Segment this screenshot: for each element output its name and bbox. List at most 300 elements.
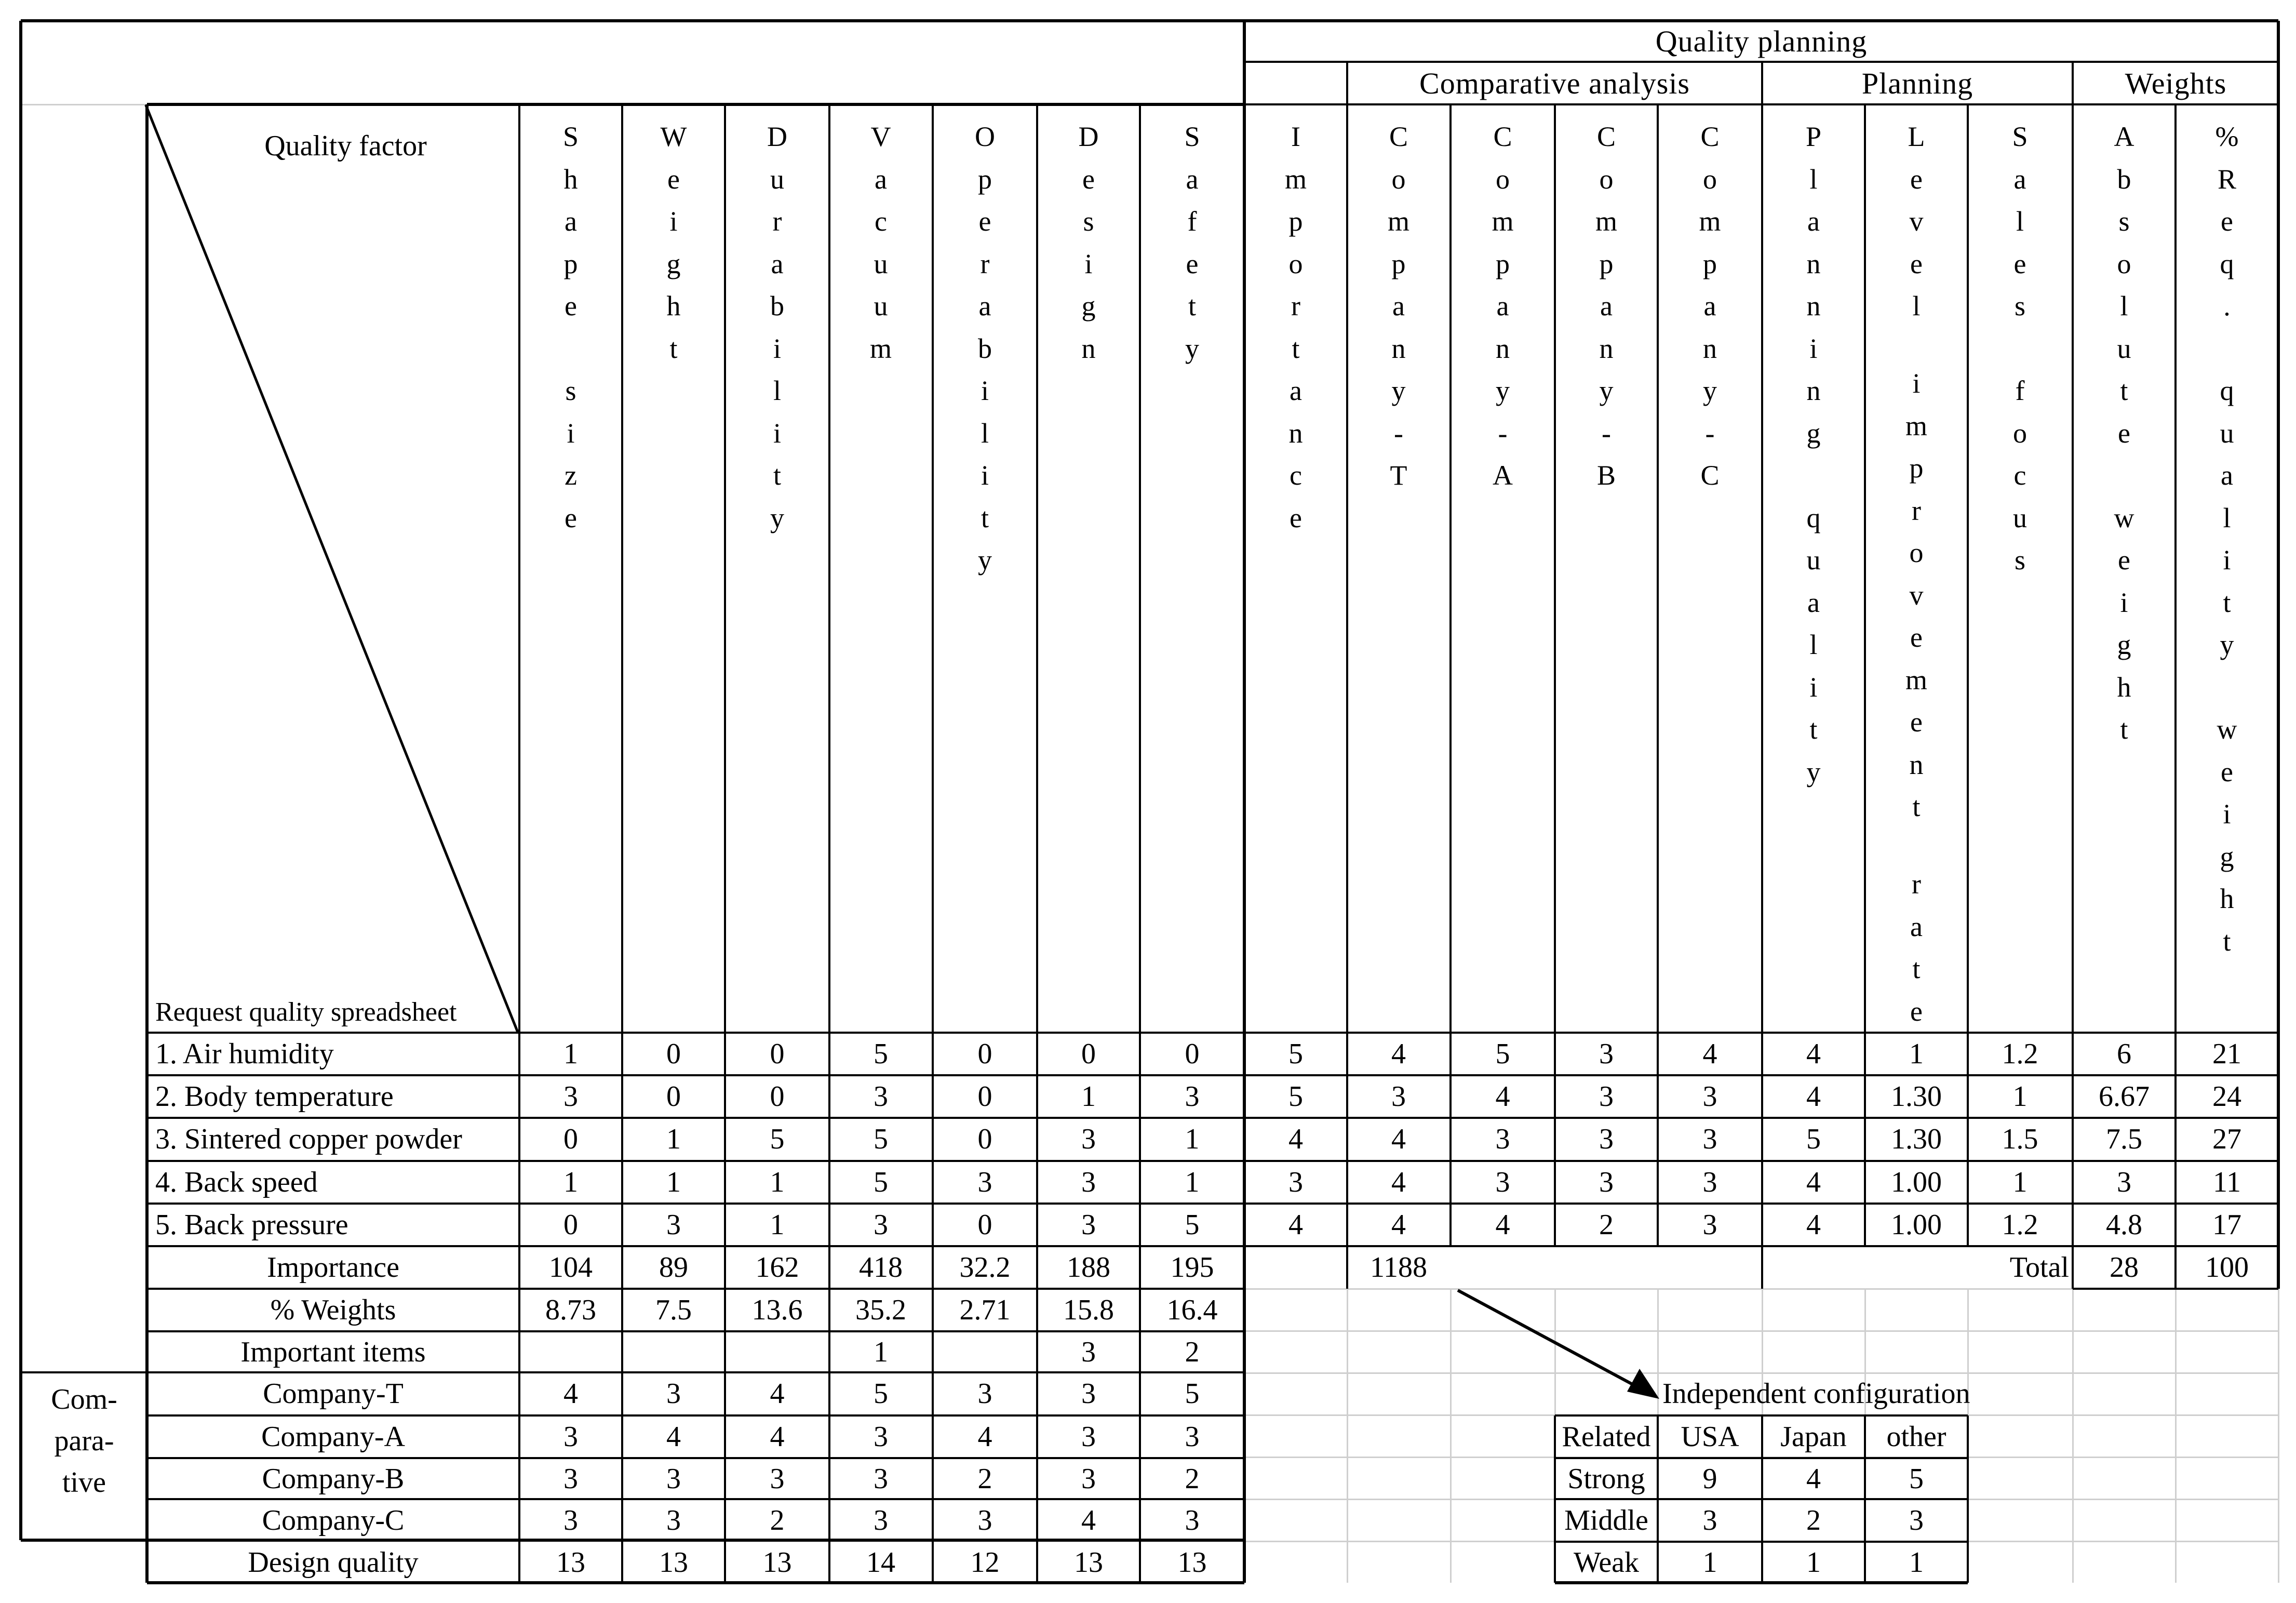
column-header-letter: e — [1186, 248, 1199, 279]
column-header-letter: p — [1909, 452, 1924, 484]
column-header-letter: i — [669, 206, 678, 237]
column-header-letter: w — [2114, 502, 2134, 533]
independent-value: 1 — [1909, 1546, 1924, 1579]
column-header-letter: v — [1909, 206, 1924, 237]
column-header-letter: t — [2223, 925, 2231, 957]
summary-value: 13 — [762, 1546, 792, 1579]
summary-row-label: Company-B — [262, 1462, 405, 1495]
column-header-letter: y — [1599, 375, 1614, 406]
column-header-letter: e — [978, 206, 991, 237]
column-header-letter: a — [565, 206, 577, 237]
column-header-letter: t — [981, 502, 989, 533]
quality-planning-header: Quality planning — [1655, 24, 1868, 58]
request-value: 7.5 — [2106, 1123, 2142, 1155]
summary-value: 16.4 — [1166, 1294, 1218, 1326]
independent-header: Japan — [1780, 1421, 1847, 1453]
summary-value: 4 — [666, 1421, 681, 1453]
column-header-letter: m — [1387, 206, 1409, 237]
request-value: 3 — [1185, 1080, 1200, 1113]
column-header-letter: s — [565, 375, 576, 406]
request-value: 6.67 — [2099, 1080, 2150, 1113]
column-header-letter: a — [1600, 290, 1613, 322]
request-value: 0 — [666, 1080, 681, 1113]
column-header-letter: u — [2117, 332, 2131, 364]
request-value: 24 — [2212, 1080, 2241, 1113]
column-header-letter: p — [1599, 248, 1614, 279]
column-header-letter: f — [1187, 206, 1197, 237]
column-header-letter: p — [1391, 248, 1406, 279]
request-value: 3 — [874, 1080, 888, 1113]
request-value: 0 — [977, 1209, 992, 1241]
request-value: 3 — [1391, 1080, 1406, 1113]
request-value: 0 — [1081, 1038, 1096, 1070]
request-value: 4.8 — [2106, 1209, 2142, 1241]
column-header-letter: e — [2118, 417, 2130, 449]
request-value: 1 — [770, 1166, 785, 1198]
column-header-letter: a — [1703, 290, 1716, 322]
request-row-label: 3. Sintered copper powder — [155, 1123, 462, 1155]
request-value: 3 — [1081, 1123, 1096, 1155]
column-header-letter: s — [2014, 544, 2025, 576]
summary-value: 1 — [874, 1335, 888, 1368]
summary-row-label: Company-A — [261, 1421, 405, 1453]
column-header-letter: g — [1081, 290, 1096, 322]
request-value: 4 — [1495, 1080, 1510, 1113]
column-header-letter: o — [1288, 248, 1303, 279]
column-header-letter: O — [975, 121, 995, 152]
request-value: 1 — [2012, 1080, 2028, 1113]
request-value: 4 — [1391, 1123, 1406, 1155]
total-label: Total — [2009, 1251, 2069, 1284]
column-header-letter: e — [1082, 163, 1095, 195]
column-header-letter: R — [2217, 163, 2237, 195]
request-value: 3 — [1702, 1080, 1717, 1113]
summary-value: 7.5 — [655, 1294, 692, 1326]
column-header-letter: m — [1905, 410, 1927, 442]
column-header-letter: u — [1806, 544, 1821, 576]
column-header-letter: o — [1391, 163, 1406, 195]
independent-header: USA — [1681, 1421, 1739, 1453]
column-header-letter: n — [1599, 332, 1614, 364]
column-header-letter: p — [1703, 248, 1717, 279]
column-header-letter: e — [667, 163, 680, 195]
column-header-letter: y — [770, 502, 784, 533]
request-value: 4 — [1806, 1038, 1821, 1070]
planning-header: Planning — [1861, 66, 1973, 100]
column-header-letter: p — [563, 248, 578, 279]
summary-value: 3 — [666, 1378, 681, 1410]
column-header-letter: - — [1602, 417, 1611, 449]
column-header-letter: y — [1496, 375, 1510, 406]
column-header-letter: n — [1703, 332, 1717, 364]
summary-value: 3 — [874, 1462, 888, 1495]
summary-value: 3 — [874, 1504, 888, 1537]
request-value: 5 — [1288, 1080, 1303, 1113]
request-value: 1.30 — [1891, 1080, 1942, 1113]
request-value: 4 — [1288, 1209, 1303, 1241]
column-header-letter: q — [1806, 502, 1821, 533]
request-value: 1 — [563, 1166, 578, 1198]
column-header-letter: i — [981, 375, 989, 406]
request-value: 4 — [1391, 1038, 1406, 1070]
request-value: 3 — [666, 1209, 681, 1241]
column-header-letter: p — [1496, 248, 1510, 279]
request-value: 3 — [2117, 1166, 2131, 1198]
column-header-letter: a — [978, 290, 991, 322]
column-header-letter: W — [660, 121, 687, 152]
summary-value: 3 — [1081, 1378, 1096, 1410]
summary-value: 5 — [1185, 1378, 1200, 1410]
independent-value: 1 — [1702, 1546, 1717, 1579]
column-header-letter: a — [1186, 163, 1199, 195]
column-header-letter: m — [1284, 163, 1307, 195]
side-label-part: para- — [54, 1425, 114, 1457]
req-weight-total: 100 — [2205, 1251, 2249, 1284]
column-header-letter: a — [1496, 290, 1509, 322]
independent-value: 4 — [1806, 1462, 1821, 1495]
request-row-label: 5. Back pressure — [155, 1209, 348, 1241]
summary-value: 4 — [770, 1378, 785, 1410]
column-header-letter: % — [2215, 121, 2239, 152]
request-value: 1 — [563, 1038, 578, 1070]
request-value: 1 — [2012, 1166, 2028, 1198]
column-header-letter: i — [981, 460, 989, 491]
column-header-letter: i — [2223, 544, 2231, 576]
summary-value: 14 — [866, 1546, 895, 1579]
column-header-letter: i — [567, 417, 575, 449]
column-header-letter: t — [1809, 714, 1818, 745]
column-header-letter: f — [2015, 375, 2025, 406]
request-value: 0 — [977, 1038, 992, 1070]
request-value: 1 — [1185, 1166, 1200, 1198]
column-header-letter: c — [1290, 460, 1302, 491]
column-header-letter: t — [669, 332, 678, 364]
importance-sum: 1188 — [1370, 1251, 1427, 1284]
column-header-letter: t — [1912, 953, 1921, 984]
request-value: 1 — [1909, 1038, 1924, 1070]
independent-header: Related — [1562, 1421, 1651, 1453]
column-header-letter: m — [1595, 206, 1617, 237]
summary-value: 3 — [1081, 1462, 1096, 1495]
column-header-letter: a — [2013, 163, 2026, 195]
summary-value: 188 — [1067, 1251, 1110, 1284]
request-row-label: 1. Air humidity — [155, 1038, 334, 1070]
column-header-letter: h — [563, 163, 578, 195]
column-header-letter: q — [2220, 248, 2234, 279]
arrow-shaft — [1458, 1290, 1635, 1386]
column-header-letter: P — [1805, 121, 1822, 152]
column-header-letter: o — [2013, 417, 2027, 449]
column-header-letter: y — [1185, 332, 1199, 364]
column-header-letter: u — [2013, 502, 2027, 533]
summary-value: 35.2 — [855, 1294, 906, 1326]
summary-value: 418 — [859, 1251, 903, 1284]
request-value: 4 — [1806, 1209, 1821, 1241]
column-header-letter: r — [980, 248, 990, 279]
column-header-letter: l — [981, 417, 989, 449]
column-header-letter: u — [770, 163, 784, 195]
column-header-letter: u — [874, 290, 888, 322]
column-header-letter: q — [2220, 375, 2234, 406]
independent-value: 3 — [1909, 1504, 1924, 1537]
column-header-letter: n — [1806, 290, 1821, 322]
column-header-letter: l — [2120, 290, 2128, 322]
column-header-letter: m — [1492, 206, 1514, 237]
column-header-letter: e — [1290, 502, 1302, 533]
request-value: 4 — [1391, 1166, 1406, 1198]
summary-value: 13 — [556, 1546, 585, 1579]
independent-value: 2 — [1806, 1504, 1821, 1537]
column-header-letter: i — [1809, 671, 1818, 703]
column-header-letter: - — [1705, 417, 1715, 449]
column-header-letter: b — [770, 290, 784, 322]
column-header-letter: l — [1809, 629, 1818, 660]
request-value: 3 — [1495, 1166, 1510, 1198]
request-quality-label: Request quality spreadsheet — [155, 997, 457, 1027]
request-value: 5 — [770, 1123, 785, 1155]
summary-value: 13.6 — [751, 1294, 803, 1326]
column-header-letter: m — [1699, 206, 1721, 237]
column-header-letter: h — [2117, 671, 2131, 703]
request-value: 21 — [2212, 1038, 2241, 1070]
summary-row-label: % Weights — [270, 1294, 396, 1326]
column-header-letter: i — [2223, 798, 2231, 830]
independent-value: 1 — [1806, 1546, 1821, 1579]
comparative-analysis-header: Comparative analysis — [1419, 66, 1690, 100]
column-header-letter: . — [2223, 290, 2231, 322]
column-header-letter: e — [1910, 163, 1923, 195]
column-header-letter: g — [1806, 417, 1821, 449]
request-value: 3 — [1599, 1123, 1614, 1155]
column-header-letter: t — [2120, 375, 2128, 406]
summary-value: 3 — [563, 1421, 578, 1453]
request-value: 1 — [666, 1166, 681, 1198]
request-value: 1 — [770, 1209, 785, 1241]
summary-value: 13 — [659, 1546, 688, 1579]
request-value: 4 — [1806, 1080, 1821, 1113]
summary-value: 2.71 — [959, 1294, 1011, 1326]
column-header-letter: e — [1910, 706, 1923, 738]
independent-value: Strong — [1567, 1462, 1645, 1495]
request-value: 2 — [1599, 1209, 1614, 1241]
request-value: 1.2 — [2002, 1209, 2038, 1241]
column-header-letter: a — [1290, 375, 1302, 406]
column-header-letter: V — [870, 121, 891, 152]
summary-value: 3 — [874, 1421, 888, 1453]
column-header-letter: i — [773, 417, 781, 449]
request-row-label: 4. Back speed — [155, 1166, 318, 1198]
request-value: 3 — [1288, 1166, 1303, 1198]
column-header-letter: l — [2223, 502, 2231, 533]
arrow-head — [1627, 1369, 1659, 1399]
column-header-letter: S — [562, 121, 579, 152]
column-header-letter: i — [1084, 248, 1093, 279]
summary-value: 3 — [563, 1504, 578, 1537]
column-header-letter: l — [1809, 163, 1818, 195]
request-value: 5 — [1495, 1038, 1510, 1070]
column-header-letter: t — [1912, 791, 1921, 822]
independent-value: Middle — [1564, 1504, 1648, 1537]
column-header-letter: p — [1288, 206, 1303, 237]
request-value: 1.30 — [1891, 1123, 1942, 1155]
column-header-letter: g — [2220, 840, 2234, 872]
summary-value: 3 — [1185, 1421, 1200, 1453]
summary-value: 3 — [770, 1462, 785, 1495]
column-header-letter: s — [2014, 290, 2025, 322]
column-header-letter: C — [1700, 460, 1720, 491]
summary-value: 8.73 — [545, 1294, 596, 1326]
column-header-letter: - — [1498, 417, 1508, 449]
summary-value: 12 — [970, 1546, 1000, 1579]
column-header-letter: e — [2118, 544, 2130, 576]
summary-value: 2 — [977, 1462, 992, 1495]
column-header-letter: a — [771, 248, 784, 279]
request-value: 1.2 — [2002, 1038, 2038, 1070]
summary-value: 4 — [1081, 1504, 1096, 1537]
summary-value: 3 — [977, 1504, 992, 1537]
column-header-letter: t — [1188, 290, 1196, 322]
column-header-letter: a — [1807, 586, 1820, 618]
column-header-letter: a — [1392, 290, 1405, 322]
column-header-letter: s — [2118, 206, 2130, 237]
column-header-letter: t — [773, 460, 781, 491]
column-header-letter: y — [1391, 375, 1406, 406]
column-header-letter: y — [1703, 375, 1717, 406]
column-header-letter: p — [978, 163, 992, 195]
summary-value: 15.8 — [1063, 1294, 1114, 1326]
column-header-letter: n — [1806, 248, 1821, 279]
summary-row-label: Company-T — [263, 1378, 404, 1410]
request-value: 5 — [1806, 1123, 1821, 1155]
column-header-letter: v — [1909, 579, 1924, 611]
summary-value: 3 — [1185, 1504, 1200, 1537]
column-header-letter: e — [2221, 206, 2233, 237]
request-value: 3 — [563, 1080, 578, 1113]
summary-value: 3 — [563, 1462, 578, 1495]
column-header-letter: h — [666, 290, 681, 322]
column-header-letter: a — [875, 163, 887, 195]
column-header-letter: B — [1596, 460, 1616, 491]
request-value: 3 — [1599, 1080, 1614, 1113]
column-header-letter: u — [874, 248, 888, 279]
request-value: 0 — [563, 1209, 578, 1241]
weights-header: Weights — [2125, 66, 2227, 100]
column-header-letter: C — [1389, 121, 1408, 152]
request-value: 4 — [1702, 1038, 1717, 1070]
column-header-letter: C — [1596, 121, 1616, 152]
summary-value: 13 — [1074, 1546, 1103, 1579]
column-header-letter: t — [2223, 586, 2231, 618]
column-header-letter: e — [1910, 995, 1923, 1027]
summary-value: 13 — [1177, 1546, 1207, 1579]
column-header-letter: n — [1806, 375, 1821, 406]
request-value: 0 — [770, 1038, 785, 1070]
summary-value: 2 — [1185, 1335, 1200, 1368]
column-header-letter: e — [565, 502, 577, 533]
summary-row-label: Design quality — [248, 1546, 419, 1579]
column-header-letter: e — [2013, 248, 2026, 279]
column-header-letter: A — [2114, 121, 2134, 152]
request-value: 0 — [1185, 1038, 1200, 1070]
request-value: 1 — [1185, 1123, 1200, 1155]
summary-value: 2 — [1185, 1462, 1200, 1495]
request-value: 5 — [1288, 1038, 1303, 1070]
column-header-letter: n — [1496, 332, 1510, 364]
column-header-letter: r — [1912, 869, 1921, 900]
summary-value: 32.2 — [959, 1251, 1011, 1284]
request-value: 0 — [977, 1123, 992, 1155]
request-value: 4 — [1495, 1209, 1510, 1241]
column-header-letter: L — [1908, 121, 1925, 152]
column-header-letter: l — [2016, 206, 2024, 237]
column-header-letter: r — [1291, 290, 1300, 322]
summary-value: 4 — [563, 1378, 578, 1410]
independent-value: 9 — [1702, 1462, 1717, 1495]
column-header-letter: z — [565, 460, 577, 491]
request-value: 1.5 — [2002, 1123, 2038, 1155]
request-value: 1.00 — [1891, 1166, 1942, 1198]
column-header-letter: t — [2120, 714, 2128, 745]
column-header-letter: n — [1288, 417, 1303, 449]
request-value: 17 — [2212, 1209, 2241, 1241]
request-value: 3 — [1599, 1166, 1614, 1198]
quality-factor-label: Quality factor — [264, 129, 427, 162]
column-header-letter: c — [875, 206, 887, 237]
column-header-letter: o — [1599, 163, 1614, 195]
column-header-letter: b — [2117, 163, 2131, 195]
summary-row-label: Company-C — [262, 1504, 405, 1537]
column-header-letter: e — [565, 290, 577, 322]
summary-value: 5 — [874, 1378, 888, 1410]
request-value: 1 — [1081, 1080, 1096, 1113]
request-value: 1 — [666, 1123, 681, 1155]
request-value: 3 — [1702, 1123, 1717, 1155]
column-header-letter: g — [2117, 629, 2131, 660]
independent-value: 5 — [1909, 1462, 1924, 1495]
summary-row-label: Importance — [267, 1251, 399, 1284]
column-header-letter: a — [2221, 460, 2233, 491]
column-header-letter: S — [1184, 121, 1200, 152]
summary-value: 4 — [977, 1421, 992, 1453]
column-header-letter: l — [1912, 290, 1921, 322]
request-value: 0 — [563, 1123, 578, 1155]
column-header-letter: T — [1390, 460, 1407, 491]
column-header-letter: a — [1807, 206, 1820, 237]
request-value: 3 — [1702, 1166, 1717, 1198]
column-header-letter: n — [1391, 332, 1406, 364]
side-label-part: tive — [62, 1466, 106, 1499]
absolute-weight-total: 28 — [2110, 1251, 2139, 1284]
column-header-letter: o — [1703, 163, 1717, 195]
request-value: 3 — [1495, 1123, 1510, 1155]
column-header-letter: n — [1081, 332, 1096, 364]
column-header-letter: e — [2221, 756, 2233, 787]
request-value: 0 — [977, 1080, 992, 1113]
column-header-letter: o — [1496, 163, 1510, 195]
independent-value: Weak — [1573, 1546, 1640, 1579]
summary-value: 162 — [755, 1251, 799, 1284]
summary-value: 3 — [666, 1504, 681, 1537]
summary-value: 3 — [666, 1462, 681, 1495]
column-header-letter: l — [773, 375, 781, 406]
column-header-letter: C — [1700, 121, 1720, 152]
column-header-letter: S — [2012, 121, 2028, 152]
request-value: 3 — [1702, 1209, 1717, 1241]
column-header-letter: h — [2220, 883, 2234, 914]
column-header-letter: e — [1910, 622, 1923, 653]
summary-value: 195 — [1170, 1251, 1214, 1284]
column-header-letter: D — [1078, 121, 1099, 152]
